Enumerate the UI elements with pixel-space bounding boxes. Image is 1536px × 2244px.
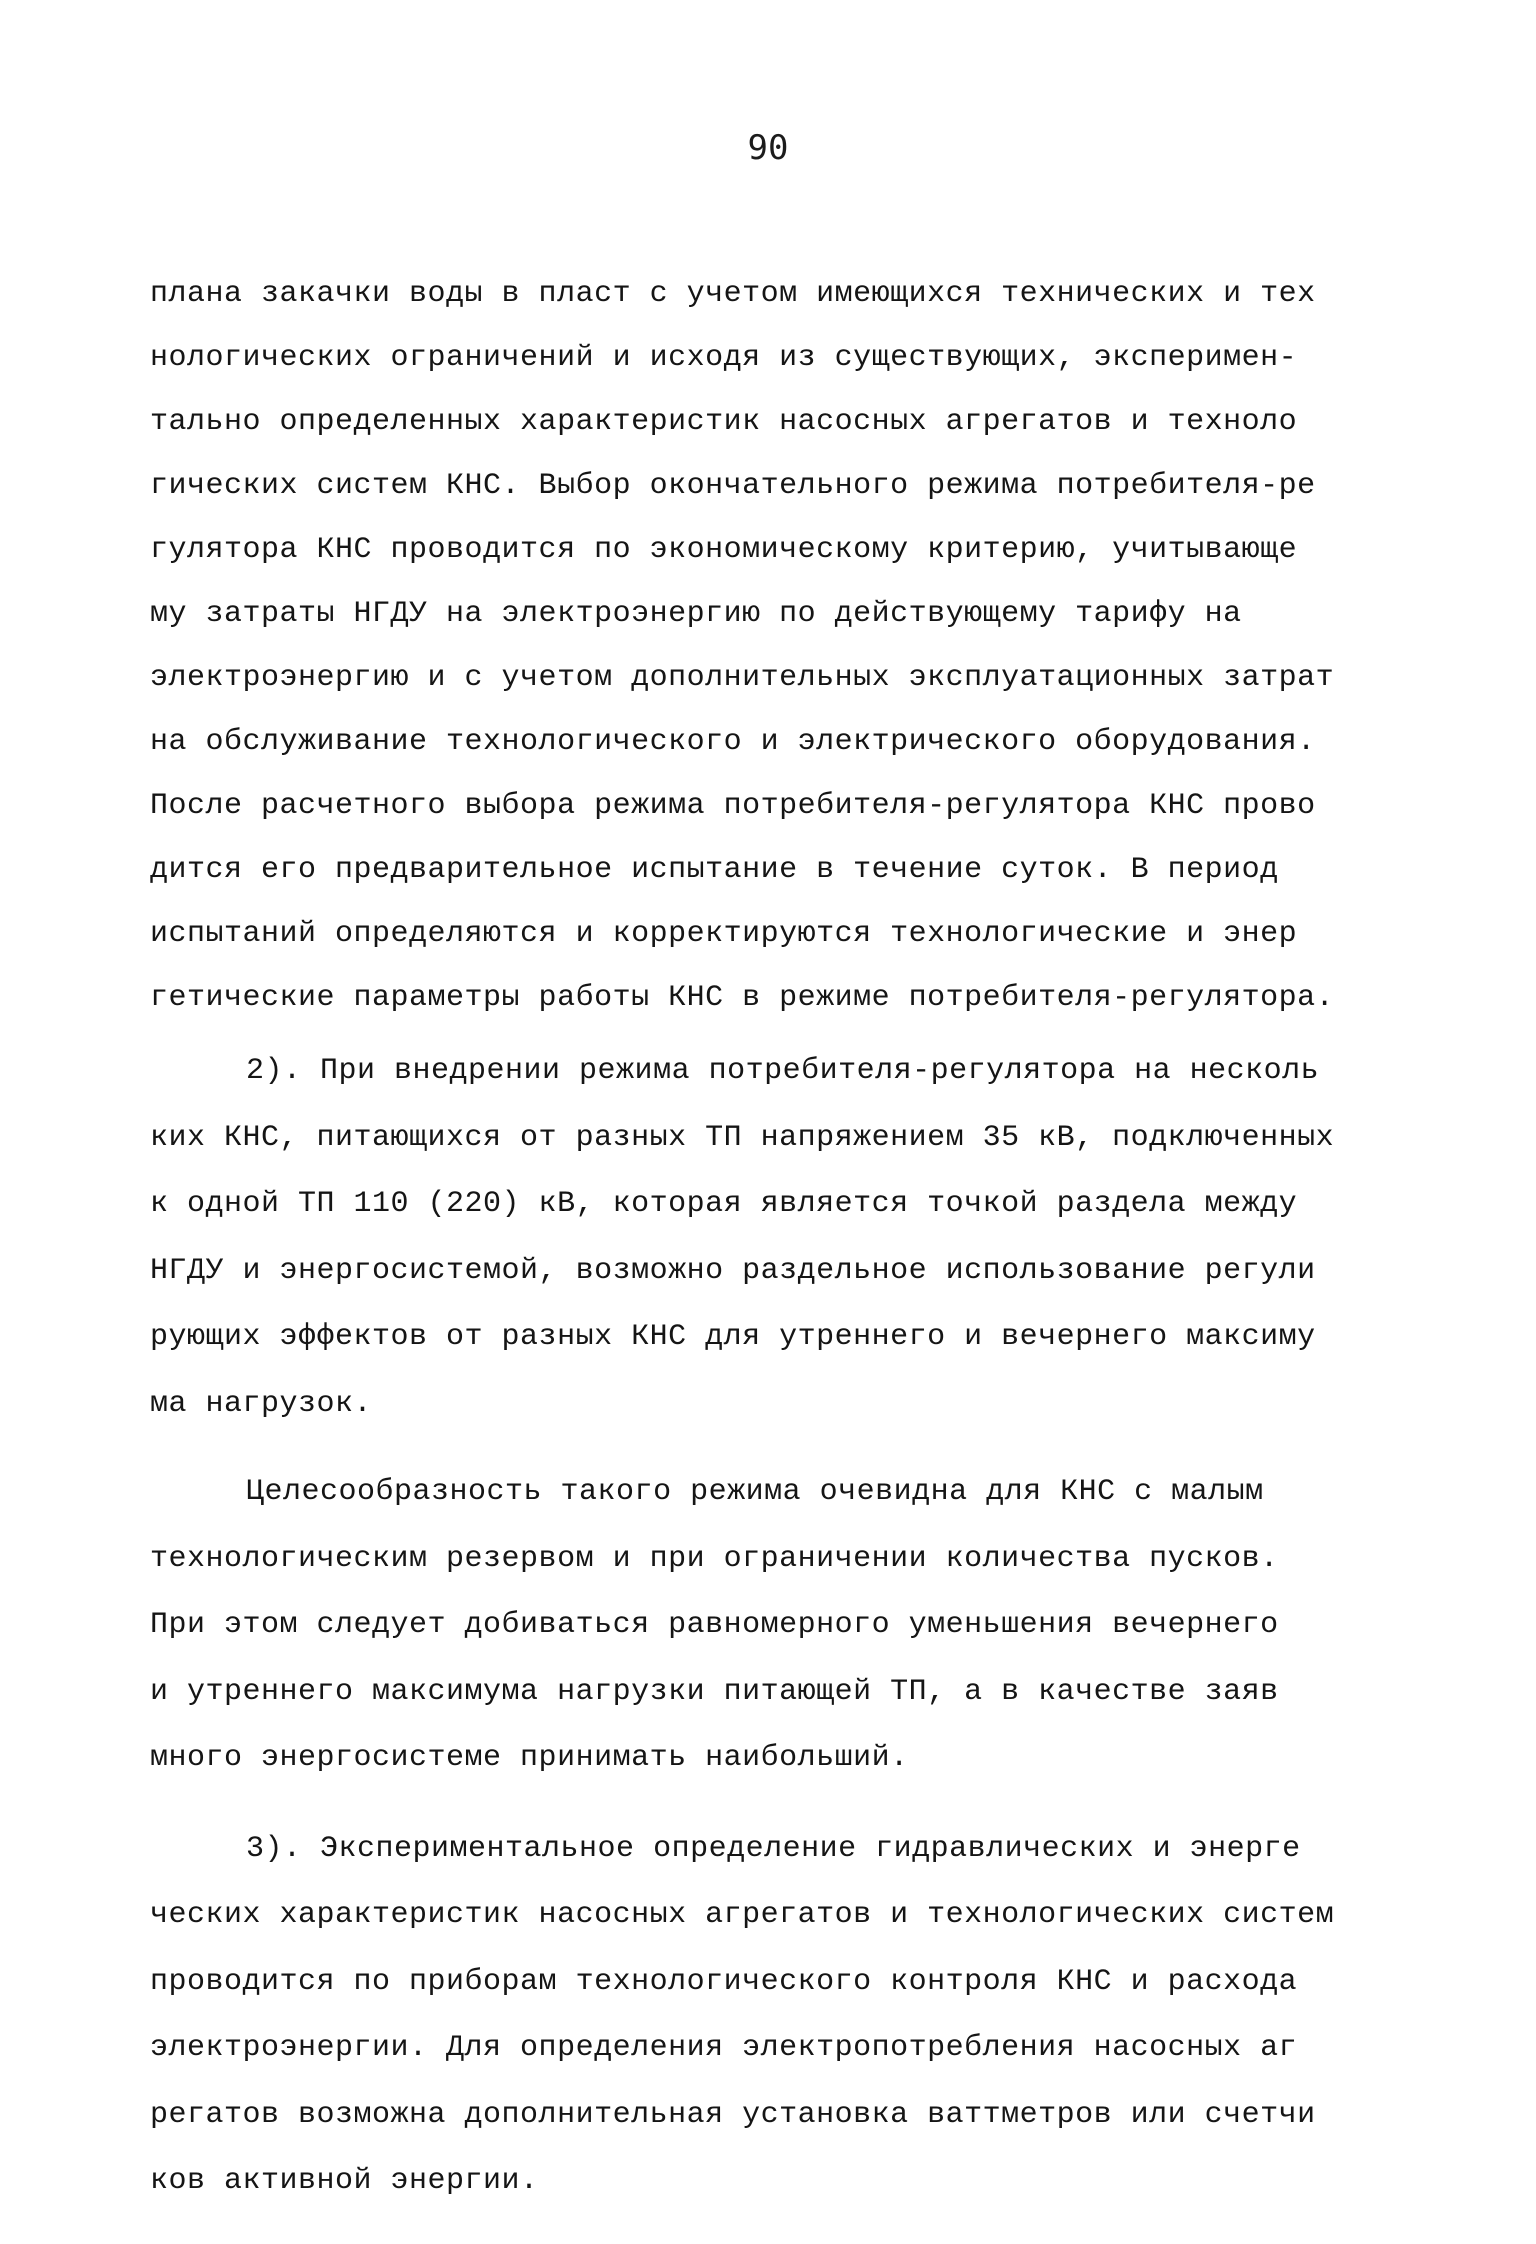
text-line: Целесообразность такого режима очевидна для КНС с малым: [246, 1475, 1264, 1509]
text-line: ческих характеристик насосных агрегатов и технологических систем: [150, 1898, 1335, 1932]
text-line: ков активной энергии.: [150, 2164, 539, 2198]
text-line: регатов возможна дополнительная установка ваттметров или счетчи: [150, 2097, 1316, 2132]
text-line: дится его предварительное испытание в течение суток. В период: [150, 853, 1279, 887]
text-line: испытаний определяются и корректируются технологические и энер: [150, 917, 1298, 951]
text-line: ма нагрузок.: [150, 1386, 373, 1421]
text-line: к одной ТП 110 (220) кВ, которая является точкой раздела между: [150, 1187, 1298, 1221]
text-line: После расчетного выбора режима потребителя-регулятора КНС прово: [150, 789, 1316, 823]
text-line: технологическим резервом и при ограничении количества пусков.: [150, 1541, 1279, 1576]
text-line: на обслуживание технологического и электрического оборудования.: [150, 725, 1316, 759]
text-line: электроэнергии. Для определения электропотребления насосных аг: [150, 2031, 1298, 2065]
page-number: 90: [747, 128, 789, 168]
paragraph-1: [150, 262, 1410, 1030]
text-line: гулятора КНС проводится по экономическому критерию, учитывающе: [150, 533, 1298, 567]
text-line: и утреннего максимума нагрузки питающей ТП, а в качестве заяв: [150, 1674, 1279, 1709]
text-line: электроэнергию и с учетом дополнительных эксплуатационных затрат: [150, 661, 1335, 695]
text-line: проводится по приборам технологического контроля КНС и расхода: [150, 1964, 1298, 1999]
text-line: НГДУ и энергосистемой, возможно раздельное использование регули: [150, 1253, 1316, 1288]
text-line: рующих эффектов от разных КНС для утреннего и вечернего максиму: [150, 1320, 1316, 1354]
paragraph-3: [150, 1459, 1410, 1792]
document-body: [150, 262, 1410, 2215]
text-line: гических систем КНС. Выбор окончательного режима потребителя-ре: [150, 469, 1316, 503]
paragraph-4: [150, 1816, 1410, 2215]
paragraph-2: [150, 1038, 1410, 1437]
text-line: му затраты НГДУ на электроэнергию по действующему тарифу на: [150, 597, 1242, 631]
text-line: гетические параметры работы КНС в режиме потребителя-регулятора.: [150, 981, 1335, 1015]
text-line: ких КНС, питающихся от разных ТП напряжением 35 кВ, подключенных: [150, 1120, 1335, 1155]
text-line: тально определенных характеристик насосных агрегатов и техноло: [150, 405, 1298, 439]
text-line: много энергосистеме принимать наибольший.: [150, 1741, 909, 1775]
text-line: 2). При внедрении режима потребителя-регулятора на несколь: [246, 1054, 1320, 1088]
text-line: 3). Экспериментальное определение гидравлических и энерге: [246, 1831, 1301, 1866]
text-line: плана закачки воды в пласт с учетом имеющихся технических и тех: [150, 277, 1316, 311]
text-line: При этом следует добиваться равномерного уменьшения вечернего: [150, 1608, 1279, 1642]
text-line: нологических ограничений и исходя из существующих, эксперимен-: [150, 341, 1298, 375]
